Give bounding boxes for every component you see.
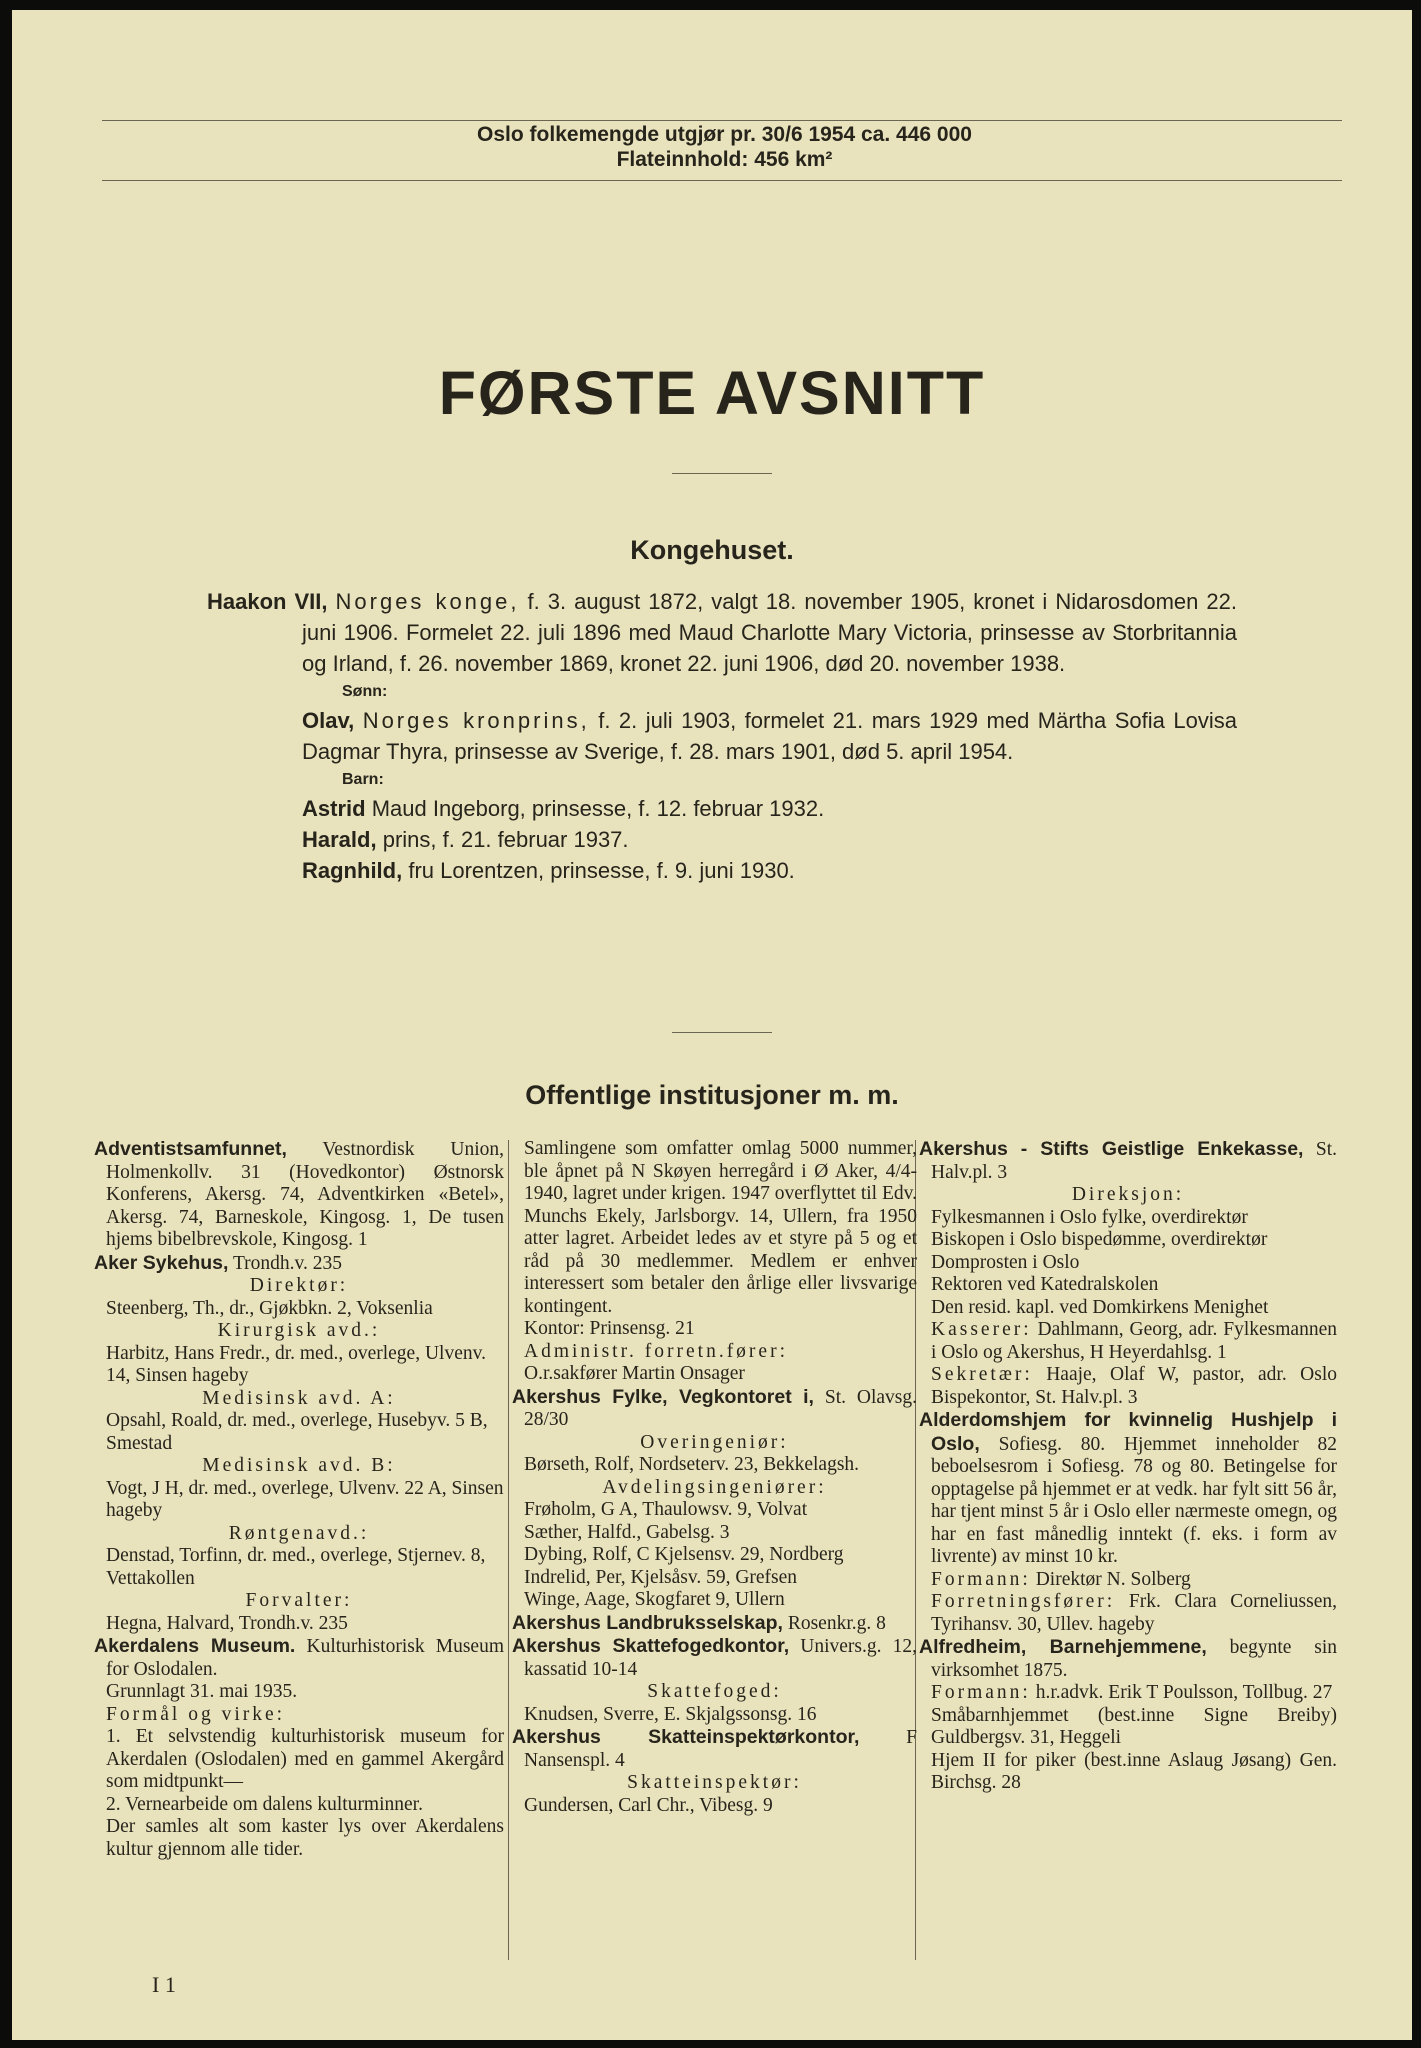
formann-line bbox=[919, 1682, 1337, 1705]
entry-text: St. Halv.pl. 3 bbox=[931, 1139, 1337, 1183]
forretningsforer-line bbox=[919, 1591, 1337, 1636]
person-line: Gundersen, Carl Chr., Vibesg. 9 bbox=[524, 1794, 773, 1816]
haakon-title: Norges konge, bbox=[335, 589, 520, 614]
child-entry bbox=[207, 855, 1237, 886]
royal-family-section bbox=[207, 586, 1237, 886]
person-line: Indrelid, Per, Kjelsåsv. 59, Grefsen bbox=[524, 1566, 798, 1588]
person-line: Denstad, Torfinn, dr. med., overlege, Stjernev. 8, Vettakollen bbox=[106, 1545, 486, 1589]
text-line: Kontor: Prinsensg. 21 bbox=[524, 1318, 695, 1339]
role-heading: Direktør: bbox=[249, 1275, 349, 1296]
role-heading: Overingeniør: bbox=[640, 1431, 789, 1453]
entry-name: Akerdalens Museum. bbox=[94, 1635, 296, 1657]
person-text: Dahlmann, Georg, adr. Fylkesmannen i Oslo og Akershus, H Heyerdahlsg. 1 bbox=[931, 1319, 1337, 1363]
entry-akershus-fylke bbox=[512, 1386, 917, 1432]
person-line: Harbitz, Hans Fredr., dr. med., overlege, Ulvenv. 14, Sinsen hageby bbox=[106, 1342, 486, 1386]
person-line: Dybing, Rolf, C Kjelsensv. 29, Nordberg bbox=[524, 1544, 844, 1565]
header-top-rule bbox=[102, 120, 1342, 121]
role-label: Forretningsfører: bbox=[931, 1591, 1116, 1612]
person-line: Domprosten i Oslo bbox=[931, 1251, 1080, 1273]
person-line: Winge, Aage, Skogfaret 9, Ullern bbox=[524, 1589, 785, 1610]
title-divider bbox=[672, 473, 772, 474]
role-label: Sekretær: bbox=[931, 1364, 1033, 1385]
entry-name: Akershus Landbruksselskap, bbox=[512, 1611, 783, 1634]
person-line: Rektoren ved Katedralskolen bbox=[931, 1274, 1159, 1295]
text-line: 2. Vernearbeide om dalens kulturminner. bbox=[106, 1793, 423, 1815]
entry-name: Akershus Skattefogedkontor, bbox=[512, 1635, 790, 1657]
text-line: Hjem II for piker (best.inne Aslaug Jøsang) Gen. Birchsg. 28 bbox=[931, 1749, 1337, 1793]
olav-entry bbox=[207, 705, 1237, 767]
royal-divider bbox=[672, 1032, 772, 1033]
population-line: Oslo folkemengde utgjør pr. 30/6 1954 ca. 446 000 bbox=[477, 123, 972, 146]
person-line: Den resid. kapl. ved Domkirkens Menighet bbox=[931, 1296, 1269, 1318]
area-line: Flateinnhold: 456 km² bbox=[616, 148, 833, 171]
text-line: Der samles alt som kaster lys over Akerdalens kultur gjennom alle tider. bbox=[106, 1816, 504, 1860]
entry-akerdalens-museum bbox=[94, 1635, 504, 1681]
entry-akershus-skattefogedkontor bbox=[512, 1635, 917, 1681]
page-signature: I 1 bbox=[152, 1972, 176, 1997]
role-heading: Administr. forretn.fører: bbox=[524, 1340, 788, 1362]
entry-name: Alderdomshjem for kvinnelig Hushjelp i Oslo, bbox=[919, 1409, 1337, 1455]
entry-akershus-skatteinspektorkontor bbox=[512, 1726, 917, 1772]
text-line: 1. Et selvstendig kulturhistorisk museum for Akerdalen (Oslodalen) med en gammel Akergård som midtpunkt— bbox=[106, 1726, 504, 1792]
formann-line bbox=[919, 1569, 1337, 1592]
text-line: Grunnlagt 31. mai 1935. bbox=[106, 1681, 298, 1702]
institutions-heading: Offentlige institusjoner m. m. bbox=[525, 1080, 899, 1110]
header-bottom-rule bbox=[102, 180, 1342, 181]
entry-name: Aker Sykehus, bbox=[94, 1251, 229, 1274]
entry-name: Akershus - Stifts Geistlige Enkekasse, bbox=[919, 1138, 1304, 1160]
column-right bbox=[919, 1138, 1337, 1795]
role-label: Formann: bbox=[931, 1682, 1031, 1703]
kasserer-line bbox=[919, 1319, 1337, 1364]
child-entry bbox=[207, 824, 1237, 855]
olav-title: Norges kronprins, bbox=[362, 708, 590, 733]
entry-name: Akershus Skatteinspektørkontor, bbox=[512, 1726, 860, 1748]
document-page bbox=[12, 10, 1412, 2040]
entry-text: Trondh.v. 235 bbox=[232, 1252, 343, 1274]
entry-text: Sofiesg. 80. Hjemmet inneholder 82 beboelsesrom i Sofiesg. 78 og 80. Betingelse for opptagelse på hjemmet er at vedk. har fylt sitt 56 år, har tjent minst 5 år i Oslo eller nærmeste omegn, og har en fast månedlig inntekt (f. eks. i form av livrente) av minst 10 kr. bbox=[931, 1433, 1338, 1567]
entry-name: Akershus Fylke, Vegkontoret i, bbox=[512, 1385, 814, 1408]
entry-aker-sykehus bbox=[94, 1252, 504, 1276]
son-label: Sønn: bbox=[342, 683, 388, 700]
role-heading: Røntgenavd.: bbox=[228, 1522, 370, 1544]
role-heading: Medisinsk avd. A: bbox=[202, 1387, 396, 1409]
entry-text: Kulturhistorisk Museum for Oslodalen. bbox=[106, 1636, 504, 1680]
text-line: Samlingene som omfatter omlag 5000 nummer, ble åpnet på N Skøyen herregård i Ø Aker, 4/4-1940, lagret under krigen. 1947 overflyttet til Edv. Munchs Ekely, Jarlsborgv. 14, Ullern, fra 1950 atter lagret. Arbeidet ledes av et styre på 5 og et råd på 30 medlemmer. Medlem er enhver interessert som betaler den årlige eller livsvarige kontingent. bbox=[524, 1138, 917, 1317]
section-title: FØRSTE AVSNITT bbox=[438, 359, 986, 427]
entry-name: Alfredheim, Barnehjemmene, bbox=[919, 1636, 1207, 1658]
role-heading: Forvalter: bbox=[245, 1590, 353, 1611]
royal-heading: Kongehuset. bbox=[630, 535, 794, 565]
person-line: Vogt, J H, dr. med., overlege, Ulvenv. 22 A, Sinsen hageby bbox=[106, 1477, 504, 1521]
role-heading: Medisinsk avd. B: bbox=[202, 1455, 396, 1476]
person-line: Fylkesmannen i Oslo fylke, overdirektør bbox=[931, 1206, 1248, 1228]
column-left bbox=[94, 1138, 504, 1861]
entry-text: Univers.g. 12, kassatid 10-14 bbox=[524, 1636, 917, 1680]
role-heading: Formål og virke: bbox=[106, 1703, 286, 1725]
entry-text: Rosenkr.g. 8 bbox=[787, 1612, 886, 1634]
text-line: Småbarnhjemmet (best.inne Signe Breiby) Guldbergsv. 31, Heggeli bbox=[931, 1704, 1337, 1748]
role-heading: Skatteinspektør: bbox=[627, 1772, 802, 1793]
entry-text: St. Olavsg. 28/30 bbox=[524, 1386, 918, 1430]
person-text: Haaje, Olaf W, pastor, adr. Oslo Bispekontor, St. Halv.pl. 3 bbox=[931, 1364, 1338, 1408]
person-line: Sæther, Halfd., Gabelsg. 3 bbox=[524, 1521, 730, 1543]
haakon-text: f. 3. august 1872, valgt 18. november 1905, kronet i Nidarosdomen 22. juni 1906. Formelet 22. juli 1896 med Maud Charlotte Mary Victoria, prinsesse av Storbritannia og Irland, f. 26. november 1869, kronet 22. juni 1906, død 20. november 1938. bbox=[302, 589, 1237, 676]
entry-name: Adventistsamfunnet, bbox=[94, 1138, 287, 1160]
haakon-name: Haakon VII, bbox=[207, 589, 328, 614]
child-entry bbox=[207, 793, 1237, 824]
entry-akershus-landbruksselskap bbox=[512, 1612, 917, 1636]
person-line: Opsahl, Roald, dr. med., overlege, Husebyv. 5 B, Smestad bbox=[106, 1410, 488, 1454]
person-line: Steenberg, Th., dr., Gjøkbkn. 2, Voksenlia bbox=[106, 1297, 433, 1319]
person-line: Frøholm, G A, Thaulowsv. 9, Volvat bbox=[524, 1499, 808, 1520]
role-label: Kasserer: bbox=[931, 1319, 1032, 1340]
sekretar-line bbox=[919, 1364, 1337, 1409]
role-label: Formann: bbox=[931, 1568, 1031, 1590]
role-heading: Direksjon: bbox=[1071, 1184, 1185, 1205]
child-text: fru Lorentzen, prinsesse, f. 9. juni 1930. bbox=[408, 858, 795, 883]
entry-stifts-enkekasse bbox=[919, 1138, 1337, 1184]
entry-text: begynte sin virksomhet 1875. bbox=[931, 1637, 1338, 1681]
child-name: Harald, bbox=[302, 827, 377, 852]
child-text: prins, f. 21. februar 1937. bbox=[382, 827, 629, 852]
children-label: Barn: bbox=[342, 771, 384, 788]
child-name: Astrid bbox=[302, 796, 366, 821]
entry-alderdomshjem bbox=[919, 1409, 1337, 1569]
entry-alfredheim bbox=[919, 1636, 1337, 1682]
entry-adventist bbox=[94, 1138, 504, 1252]
column-middle bbox=[512, 1138, 917, 1817]
person-line: Hegna, Halvard, Trondh.v. 235 bbox=[106, 1612, 348, 1634]
role-heading: Skattefoged: bbox=[647, 1681, 782, 1702]
person-line: Knudsen, Sverre, E. Skjalgssonsg. 16 bbox=[524, 1703, 817, 1725]
olav-name: Olav, bbox=[302, 708, 355, 733]
child-name: Ragnhild, bbox=[302, 858, 403, 883]
column-divider-1 bbox=[508, 1140, 509, 1960]
entry-text: F Nansenspl. 4 bbox=[524, 1727, 918, 1771]
role-heading: Kirurgisk avd.: bbox=[217, 1320, 381, 1341]
person-text: h.r.advk. Erik T Poulsson, Tollbug. 27 bbox=[1035, 1682, 1333, 1703]
person-text: Direktør N. Solberg bbox=[1035, 1568, 1191, 1590]
olav-text: f. 2. juli 1903, formelet 21. mars 1929 med Märtha Sofia Lovisa Dagmar Thyra, prinsesse av Sverige, f. 28. mars 1901, død 5. april 1954. bbox=[302, 708, 1237, 764]
person-line: Biskopen i Oslo bispedømme, overdirektør bbox=[931, 1229, 1268, 1250]
entry-text: Vestnordisk Union, Holmenkollv. 31 (Hovedkontor) Østnorsk Konferens, Akersg. 74, Adventkirken «Betel», Akersg. 74, Barneskole, Kingosg. 1, De tusen hjems bibelbrevskole, Kingosg. 1 bbox=[106, 1139, 504, 1250]
role-heading: Avdelingsingeniører: bbox=[602, 1476, 827, 1498]
person-text: Frk. Clara Corneliussen, Tyrihansv. 30, Ullev. hageby bbox=[931, 1591, 1338, 1635]
child-text: Maud Ingeborg, prinsesse, f. 12. februar 1932. bbox=[371, 796, 825, 821]
haakon-entry bbox=[207, 586, 1237, 679]
person-line: Børseth, Rolf, Nordseterv. 23, Bekkelagsh. bbox=[524, 1454, 860, 1475]
person-line: O.r.sakfører Martin Onsager bbox=[524, 1363, 745, 1384]
